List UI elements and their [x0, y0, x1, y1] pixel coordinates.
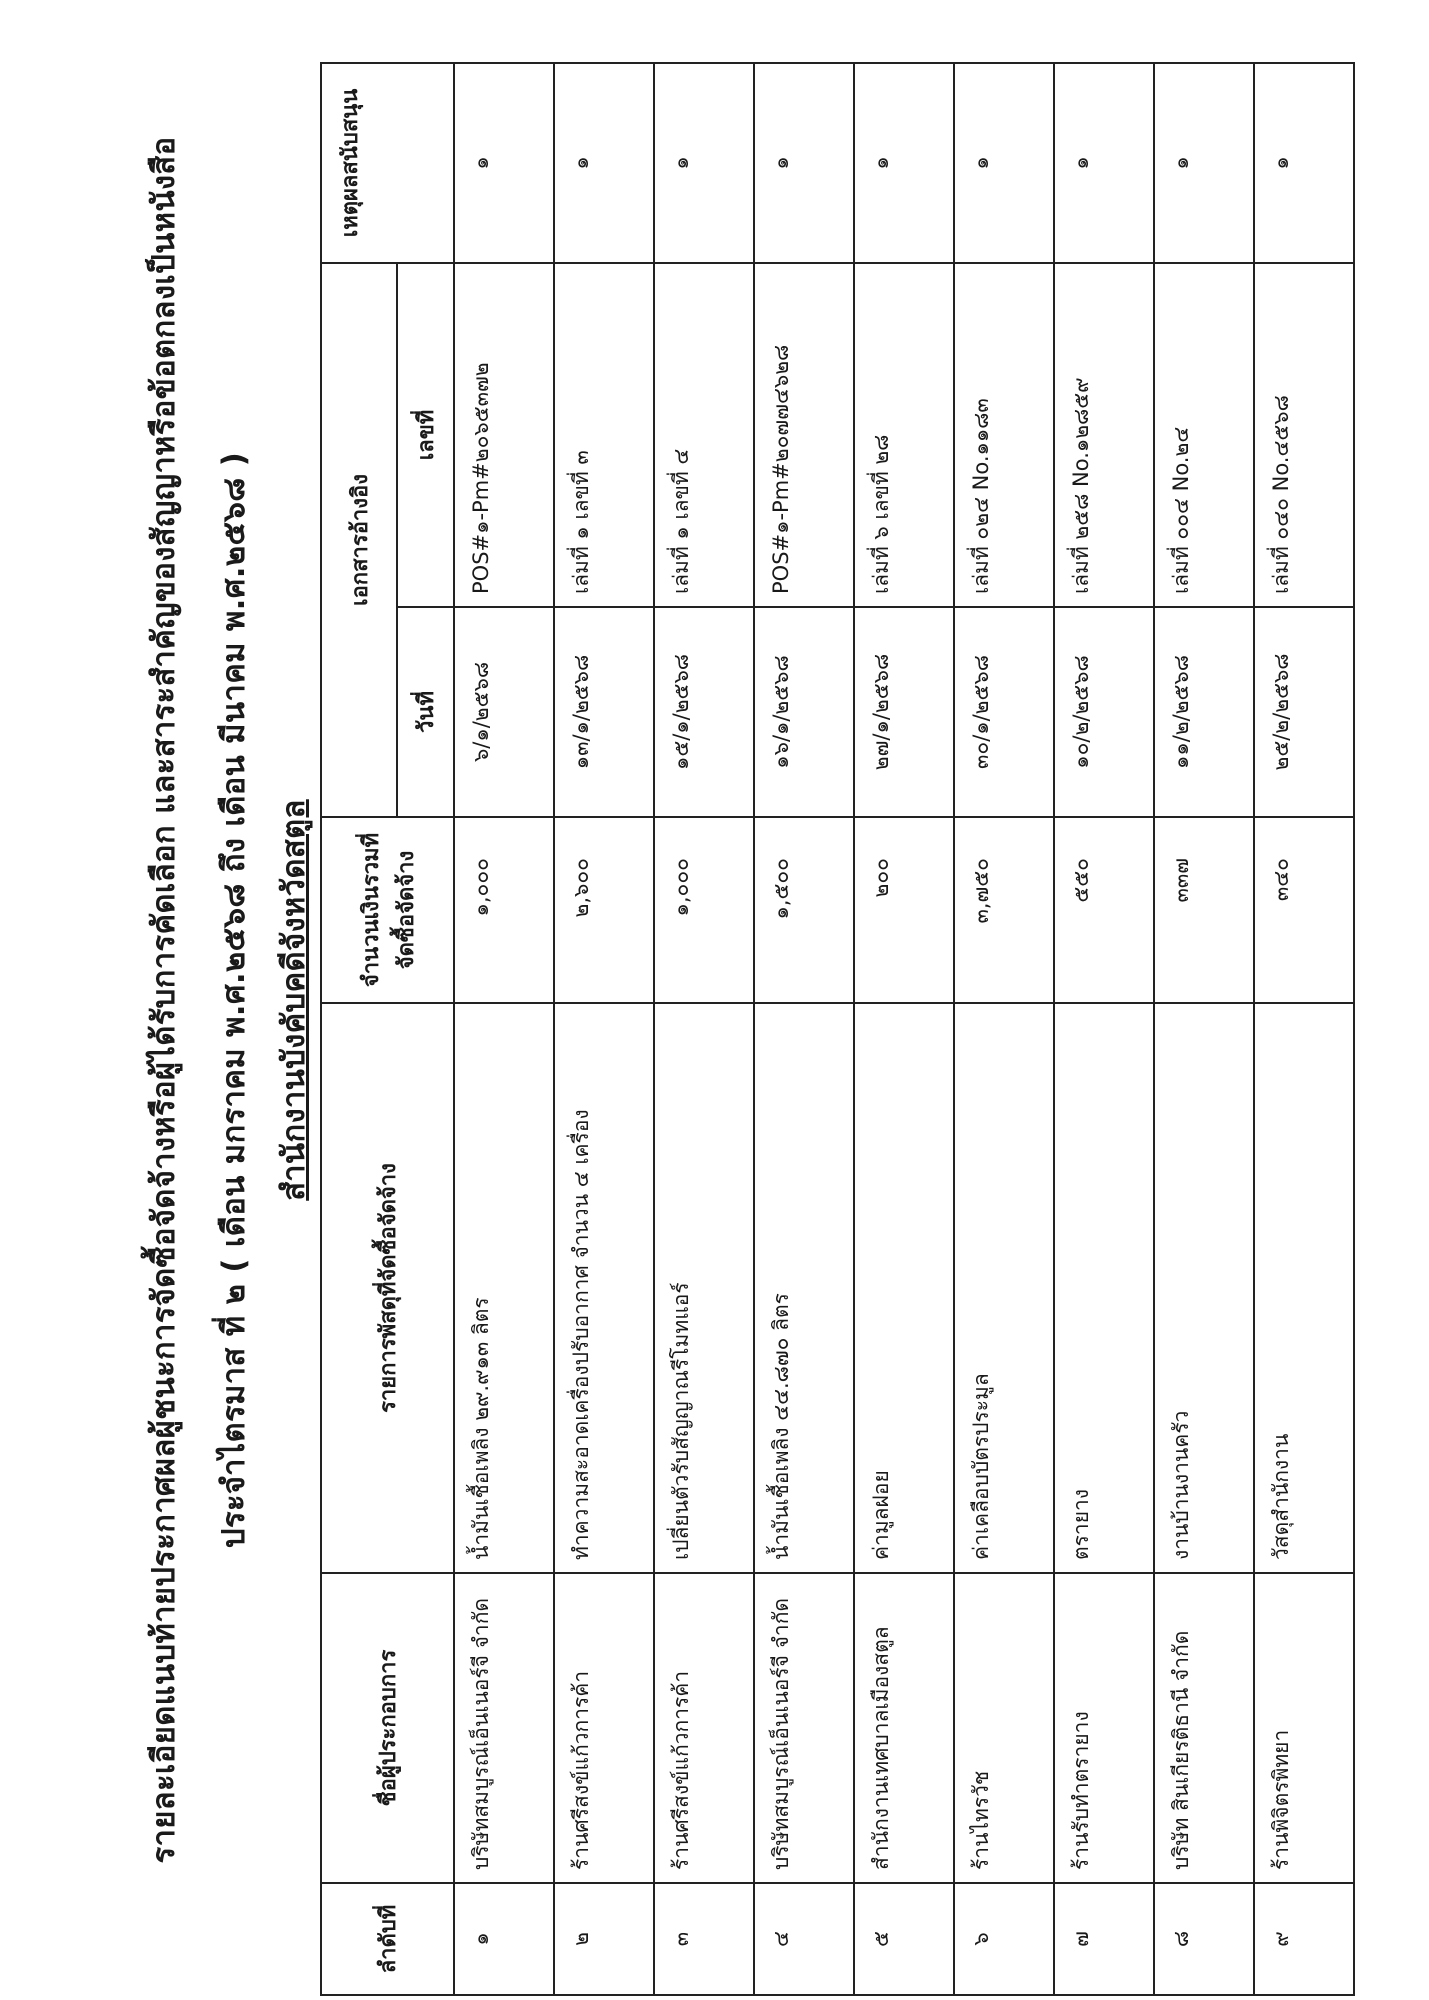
table-row — [954, 63, 1054, 1995]
header-date: วันที่ — [397, 607, 454, 817]
cell-items: เปลี่ยนตัวรับสัญญาณรีโมทแอร์ — [654, 1003, 754, 1573]
header-no: ลำดับที่ — [321, 1883, 454, 1995]
header-reason: เหตุผลสนับสนุน — [321, 63, 454, 263]
cell-amount: ๒๐๐ — [854, 817, 954, 1003]
cell-vendor: ร้านศรีสงข์แก้วการค้า — [554, 1573, 654, 1883]
cell-reason: ๑ — [654, 63, 754, 263]
header-vendor: ชื่อผู้ประกอบการ — [321, 1573, 454, 1883]
cell-no: ๙ — [1254, 1883, 1354, 1995]
cell-amount: ๓๔๐ — [1254, 817, 1354, 1003]
cell-ref: เล่มที่ ๖ เลขที่ ๒๘ — [854, 263, 954, 607]
table-row — [654, 63, 754, 1995]
cell-reason: ๑ — [1254, 63, 1354, 263]
cell-ref: เล่มที่ ๑ เลขที่ ๓ — [554, 263, 654, 607]
cell-amount: ๒,๖๐๐ — [554, 817, 654, 1003]
cell-items: ค่ามูลฝอย — [854, 1003, 954, 1573]
table-row — [454, 63, 554, 1995]
cell-no: ๘ — [1154, 1883, 1254, 1995]
cell-items: ค่าเคลือบบัตรประมูล — [954, 1003, 1054, 1573]
cell-date: ๑๓/๑/๒๕๖๘ — [554, 607, 654, 817]
cell-items: วัสดุสำนักงาน — [1254, 1003, 1354, 1573]
cell-no: ๕ — [854, 1883, 954, 1995]
document-title: รายละเอียดแนบท้ายประกาศผลผู้ชนะการจัดซื้อจัดจ้างหรือผู้ได้รับการคัดเลือก และสาระสำคัญของสัญญาหรือข้อตกลงเป็นหนังสือ — [146, 136, 182, 1864]
cell-date: ๓๐/๑/๒๕๖๘ — [954, 607, 1054, 817]
cell-reason: ๑ — [754, 63, 854, 263]
cell-amount: ๑,๐๐๐ — [654, 817, 754, 1003]
cell-amount: ๑,๕๐๐ — [754, 817, 854, 1003]
cell-items: น้ำมันเชื้อเพลิง ๒๙.๙๑๓ ลิตร — [454, 1003, 554, 1573]
cell-vendor: บริษัท สินเกียรติธานี จำกัด — [1154, 1573, 1254, 1883]
cell-vendor: ร้านพิจิตรพิทยา — [1254, 1573, 1354, 1883]
cell-reason: ๑ — [854, 63, 954, 263]
cell-reason: ๑ — [1154, 63, 1254, 263]
cell-vendor: บริษัทสมบูรณ์เอ็นเนอร์จี จำกัด — [754, 1573, 854, 1883]
table-row — [1254, 63, 1354, 1995]
header-items: รายการพัสดุที่จัดซื้อจัดจ้าง — [321, 1003, 454, 1573]
cell-vendor: ร้านศรีสงข์แก้วการค้า — [654, 1573, 754, 1883]
cell-ref: POS#๑-Pm#๒๐๖๕๓๗๒ — [454, 263, 554, 607]
cell-vendor: บริษัทสมบูรณ์เอ็นเนอร์จี จำกัด — [454, 1573, 554, 1883]
cell-amount: ๑,๐๐๐ — [454, 817, 554, 1003]
cell-ref: เล่มที่ ๒๕๘ No.๑๒๘๕๙ — [1054, 263, 1154, 607]
cell-date: ๖/๑/๒๕๖๘ — [454, 607, 554, 817]
cell-reason: ๑ — [954, 63, 1054, 263]
table-row — [554, 63, 654, 1995]
header-amount: จำนวนเงินรวมที่จัดซื้อจัดจ้าง — [321, 817, 454, 1003]
cell-vendor: ร้านรับทำตรายาง — [1054, 1573, 1154, 1883]
cell-date: ๑๐/๒/๒๕๖๘ — [1054, 607, 1154, 817]
cell-vendor: สำนักงานเทศบาลเมืองสตูล — [854, 1573, 954, 1883]
cell-date: ๑๑/๒/๒๕๖๘ — [1154, 607, 1254, 817]
header-ref: เลขที่ — [397, 263, 454, 607]
cell-ref: เล่มที่ ๐๐๔ No.๒๔ — [1154, 263, 1254, 607]
cell-reason: ๑ — [554, 63, 654, 263]
table-header-row — [321, 63, 397, 1995]
cell-items: น้ำมันเชื้อเพลิง ๔๔.๘๗๐ ลิตร — [754, 1003, 854, 1573]
cell-ref: เล่มที่ ๐๒๔ No.๑๑๘๓ — [954, 263, 1054, 607]
cell-ref: เล่มที่ ๑ เลขที่ ๔ — [654, 263, 754, 607]
cell-items: ตรายาง — [1054, 1003, 1154, 1573]
cell-amount: ๓๓๗ — [1154, 817, 1254, 1003]
cell-no: ๑ — [454, 1883, 554, 1995]
document-agency: สำนักงานบังคับคดีจังหวัดสตูล — [276, 799, 312, 1201]
header-docs: เอกสารอ้างอิง — [321, 263, 397, 817]
cell-reason: ๑ — [1054, 63, 1154, 263]
cell-ref: เล่มที่ ๐๔๐ No.๔๕๖๘ — [1254, 263, 1354, 607]
table-row — [1054, 63, 1154, 1995]
cell-date: ๒๕/๒/๒๕๖๘ — [1254, 607, 1354, 817]
cell-amount: ๓,๗๕๐ — [954, 817, 1054, 1003]
table-row — [754, 63, 854, 1995]
cell-reason: ๑ — [454, 63, 554, 263]
cell-date: ๑๕/๑/๒๕๖๘ — [654, 607, 754, 817]
cell-vendor: ร้านไทรวัช — [954, 1573, 1054, 1883]
cell-no: ๖ — [954, 1883, 1054, 1995]
cell-no: ๓ — [654, 1883, 754, 1995]
table-row — [854, 63, 954, 1995]
cell-ref: POS#๑-Pm#๒๐๗๗๔๖๒๘ — [754, 263, 854, 607]
cell-no: ๔ — [754, 1883, 854, 1995]
procurement-table — [320, 62, 1355, 1996]
table-row — [1154, 63, 1254, 1995]
cell-no: ๗ — [1054, 1883, 1154, 1995]
cell-items: งานบ้านงานครัว — [1154, 1003, 1254, 1573]
document-subtitle-quarter: ประจำไตรมาส ที่ ๒ ( เดือน มกราคม พ.ศ.๒๕๖๘ ถึง เดือน มีนาคม พ.ศ.๒๕๖๘ ) — [216, 451, 252, 1549]
cell-date: ๑๖/๑/๒๕๖๘ — [754, 607, 854, 817]
cell-no: ๒ — [554, 1883, 654, 1995]
cell-amount: ๕๕๐ — [1054, 817, 1154, 1003]
cell-items: ทำความสะอาดเครื่องปรับอากาศ จำนวน ๔ เครื่อง — [554, 1003, 654, 1573]
cell-date: ๒๗/๑/๒๕๖๘ — [854, 607, 954, 817]
